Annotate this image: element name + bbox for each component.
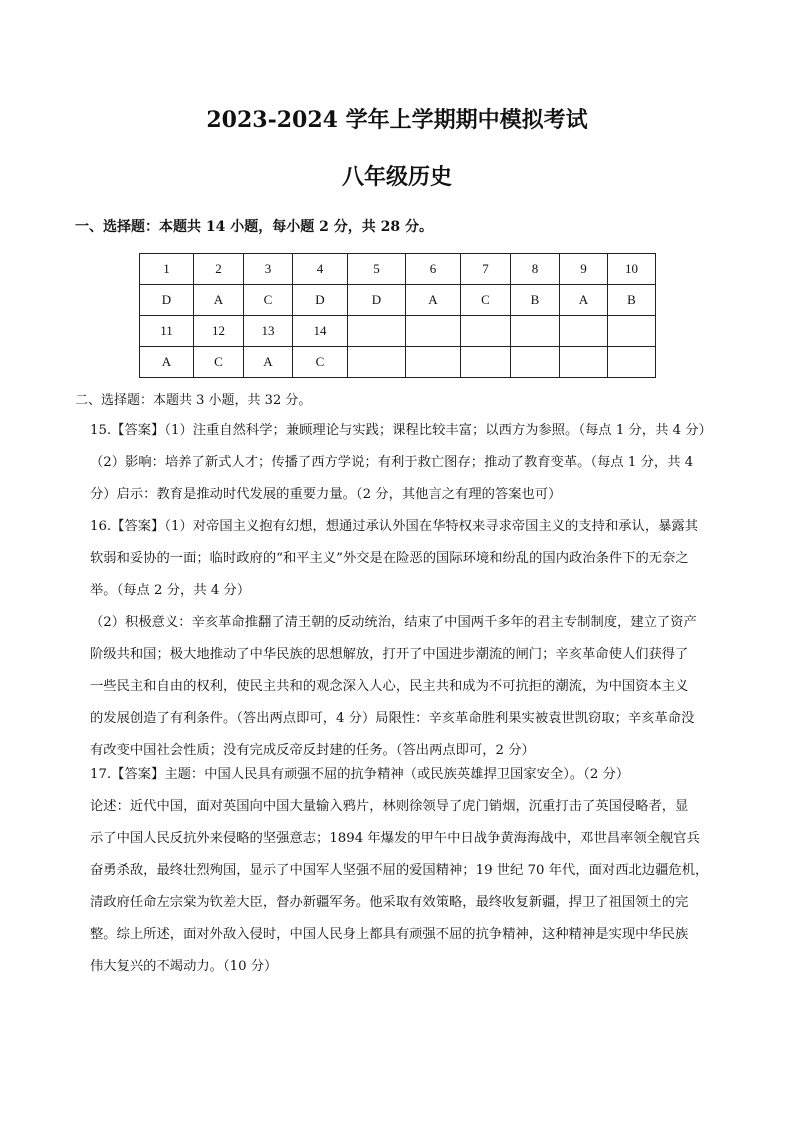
table-cell <box>348 316 406 347</box>
table-cell: B <box>511 285 560 316</box>
answer-line: 示了中国人民反抗外来侵略的坚强意志；1894 年爆发的甲午中日战争黄海海战中，邓世昌率领全舰官兵 <box>90 831 700 846</box>
table-cell <box>406 347 461 378</box>
table-cell: A <box>140 347 194 378</box>
answer-17 <box>90 759 722 983</box>
table-cell: C <box>293 347 348 378</box>
answer-line: 一些民主和自由的权利，使民主共和的观念深入人心，民主共和成为不可抗拒的潮流，为中国资本主义 <box>90 679 689 694</box>
table-cell <box>560 316 608 347</box>
table-cell: 9 <box>560 254 608 285</box>
table-row <box>140 347 656 378</box>
answer-line: 伟大复兴的不竭动力。（10 分） <box>90 959 278 974</box>
table-cell: D <box>293 285 348 316</box>
table-cell: B <box>608 285 656 316</box>
table-cell: 11 <box>140 316 194 347</box>
answer-line: （2）积极意义：辛亥革命推翻了清王朝的反动统治，结束了中国两千多年的君主专制制度，建立了资产 <box>90 615 697 630</box>
table-cell <box>406 316 461 347</box>
table-cell: D <box>140 285 194 316</box>
table-cell: 10 <box>608 254 656 285</box>
table-cell <box>511 347 560 378</box>
answer-line: 奋勇杀敌，最终壮烈殉国，显示了中国军人坚强不屈的爱国精神；19 世纪 70 年代，面对西北边疆危机， <box>90 863 709 878</box>
table-cell: C <box>244 285 293 316</box>
page-title: 2023-2024 学年上学期期中模拟考试 <box>206 107 588 133</box>
table-cell: 5 <box>348 254 406 285</box>
answer-line: 清政府任命左宗棠为钦差大臣，督办新疆军务。他采取有效策略，最终收复新疆，捍卫了祖国领土的完 <box>90 895 689 910</box>
table-cell: 3 <box>244 254 293 285</box>
answer-line: 软弱和妥协的一面；临时政府的“和平主义”外交是在险恶的国际环境和纷乱的国内政治条件下的无奈之 <box>90 551 689 566</box>
table-cell: 14 <box>293 316 348 347</box>
table-cell <box>511 316 560 347</box>
answer-line: 有改变中国社会性质；没有完成反帝反封建的任务。（答出两点即可，2 分） <box>90 743 535 758</box>
answer-line: 的发展创造了有利条件。（答出两点即可，4 分）局限性：辛亥革命胜利果实被袁世凯窃取；辛亥革命没 <box>90 711 695 726</box>
answer-line: 举。（每点 2 分，共 4 分） <box>90 583 251 598</box>
table-cell: C <box>194 347 244 378</box>
section-1-heading: 一、选择题：本题共 14 小题，每小题 2 分，共 28 分。 <box>75 219 433 235</box>
answer-table <box>139 253 656 378</box>
table-cell <box>461 316 511 347</box>
answer-line: 15.【答案】（1）注重自然科学；兼顾理论与实践；课程比较丰富；以西方为参照。（每点 1 分，共 4 分） <box>90 423 712 438</box>
table-cell: 8 <box>511 254 560 285</box>
table-row <box>140 254 656 285</box>
table-cell: 2 <box>194 254 244 285</box>
answer-line: 阶级共和国；极大地推动了中华民族的思想解放，打开了中国进步潮流的闸门；辛亥革命使人们获得了 <box>90 647 689 662</box>
table-cell <box>608 316 656 347</box>
table-cell: C <box>461 285 511 316</box>
page-subtitle: 八年级历史 <box>341 164 452 190</box>
table-cell: 12 <box>194 316 244 347</box>
table-cell: A <box>406 285 461 316</box>
table-cell: A <box>560 285 608 316</box>
table-cell: D <box>348 285 406 316</box>
table-cell <box>608 347 656 378</box>
answer-line: 17.【答案】主题：中国人民具有顽强不屈的抗争精神（或民族英雄捍卫国家安全）。（2 分） <box>90 767 630 782</box>
answer-16 <box>90 511 722 767</box>
table-cell: 1 <box>140 254 194 285</box>
table-row <box>140 285 656 316</box>
table-cell <box>461 347 511 378</box>
table-cell: 13 <box>244 316 293 347</box>
table-cell: A <box>244 347 293 378</box>
answer-15 <box>90 415 722 511</box>
table-cell: 4 <box>293 254 348 285</box>
answer-line: 整。综上所述，面对外敌入侵时，中国人民身上都具有顽强不屈的抗争精神，这种精神是实现中华民族 <box>90 927 689 942</box>
table-cell: 6 <box>406 254 461 285</box>
table-cell: A <box>194 285 244 316</box>
section-2-heading: 二、选择题：本题共 3 小题，共 32 分。 <box>75 393 312 408</box>
answer-line: （2）影响：培养了新式人才；传播了西方学说；有利于救亡图存；推动了教育变革。（每点 1 分，共 4 <box>90 455 694 470</box>
answer-line: 分）启示：教育是推动时代发展的重要力量。（2 分，其他言之有理的答案也可） <box>90 487 562 502</box>
answer-line: 论述：近代中国，面对英国向中国大量输入鸦片，林则徐领导了虎门销烟，沉重打击了英国侵略者，显 <box>90 799 689 814</box>
table-row <box>140 316 656 347</box>
table-cell <box>348 347 406 378</box>
table-cell <box>560 347 608 378</box>
answer-line: 16.【答案】（1）对帝国主义抱有幻想，想通过承认外国在华特权来寻求帝国主义的支持和承认，暴露其 <box>90 519 699 534</box>
table-cell: 7 <box>461 254 511 285</box>
